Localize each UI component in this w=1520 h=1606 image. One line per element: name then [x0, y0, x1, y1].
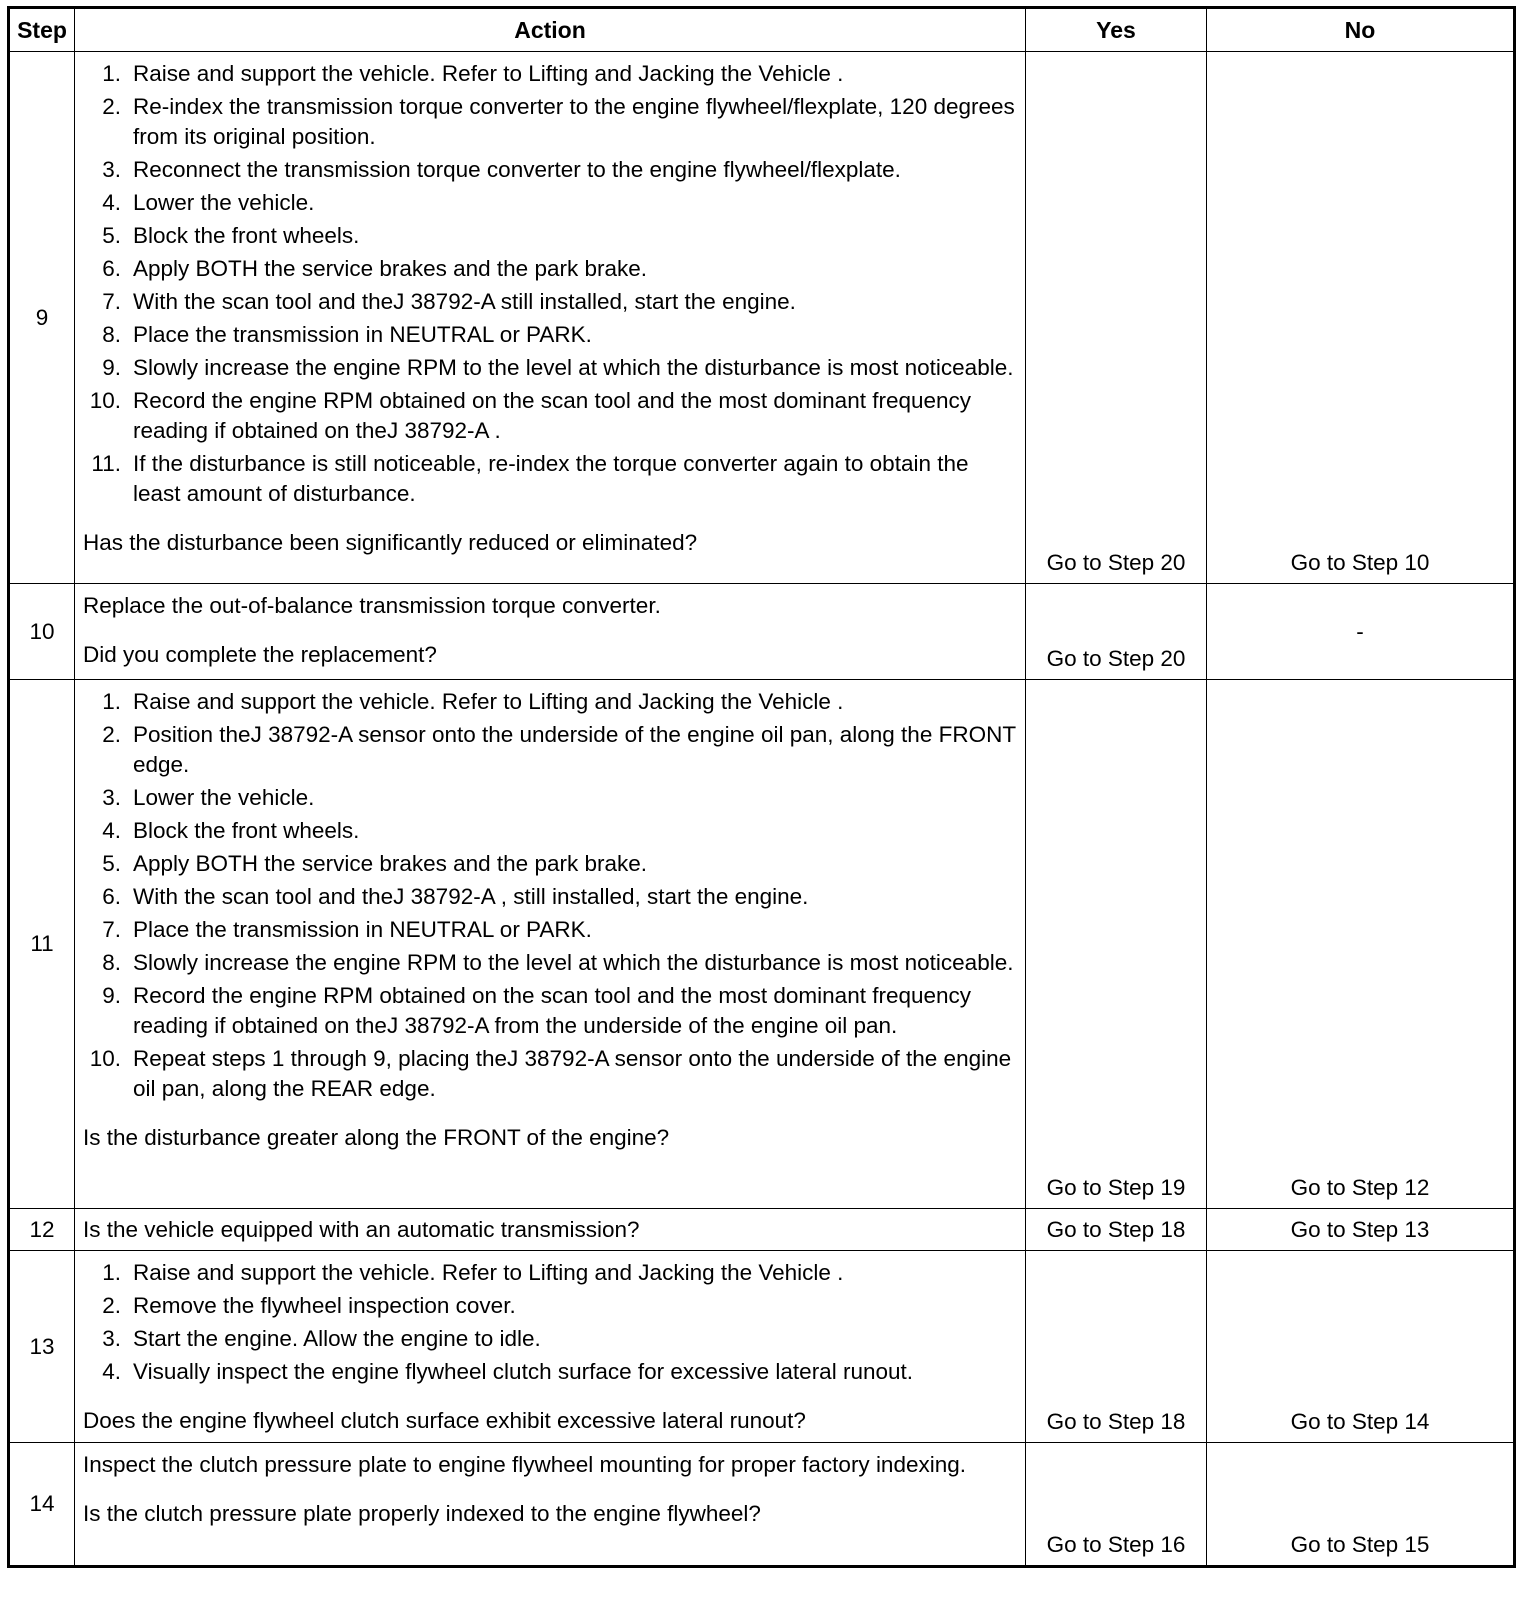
step-number: 11 [9, 680, 75, 1209]
list-item: 9. Slowly increase the engine RPM to the level at which the disturbance is most noticeable. [102, 355, 1014, 380]
no-cell: Go to Step 13 [1207, 1209, 1515, 1251]
list-item: 5. Block the front wheels. [102, 223, 360, 248]
question-text: Has the disturbance been significantly reduced or eliminated? [83, 530, 698, 555]
action-cell [75, 584, 1026, 680]
header-yes: Yes [1026, 8, 1207, 52]
list-item: 4. Block the front wheels. [102, 818, 360, 843]
step-number: 12 [9, 1209, 75, 1251]
action-list [83, 1258, 1017, 1387]
question-text: Is the clutch pressure plate properly indexed to the engine flywheel? [83, 1501, 761, 1526]
yes-cell: Go to Step 16 [1026, 1443, 1207, 1567]
table-row [9, 52, 1515, 584]
action-cell [75, 1443, 1026, 1567]
no-cell: Go to Step 14 [1207, 1251, 1515, 1443]
table-row [9, 680, 1515, 1209]
list-item: 3. Lower the vehicle. [102, 785, 315, 810]
yes-cell: Go to Step 19 [1026, 680, 1207, 1209]
no-cell: - [1207, 584, 1515, 680]
list-item: 3. Start the engine. Allow the engine to idle. [102, 1326, 541, 1351]
header-action: Action [75, 8, 1026, 52]
action-cell [75, 1251, 1026, 1443]
list-item: 6. Apply BOTH the service brakes and the park brake. [102, 256, 647, 281]
action-cell [75, 52, 1026, 584]
question-text: Is the vehicle equipped with an automatic transmission? [83, 1216, 640, 1242]
list-item: 5. Apply BOTH the service brakes and the park brake. [102, 851, 647, 876]
diagnostic-table [7, 6, 1516, 1568]
table-row [9, 1251, 1515, 1443]
question-text: Is the disturbance greater along the FRONT of the engine? [83, 1125, 670, 1150]
list-item: 7. With the scan tool and theJ 38792-A still installed, start the engine. [102, 289, 796, 314]
table-row [9, 1209, 1515, 1251]
list-item: 10. Repeat steps 1 through 9, placing theJ 38792-A sensor onto the underside of the engine oil pan, along the REAR edge. [89, 1046, 1012, 1101]
step-number: 13 [9, 1251, 75, 1443]
yes-cell: Go to Step 18 [1026, 1251, 1207, 1443]
step-number: 14 [9, 1443, 75, 1567]
step-number: 10 [9, 584, 75, 680]
table-row [9, 1443, 1515, 1567]
no-cell: Go to Step 10 [1207, 52, 1515, 584]
list-item: 4. Lower the vehicle. [102, 190, 315, 215]
action-text: Replace the out-of-balance transmission torque converter. [83, 593, 661, 618]
list-item: 11. If the disturbance is still noticeable, re-index the torque converter again to obtain the least amount of disturbance. [91, 451, 969, 506]
list-item: 2. Remove the flywheel inspection cover. [102, 1293, 516, 1318]
list-item: 1. Raise and support the vehicle. Refer to Lifting and Jacking the Vehicle . [102, 689, 844, 714]
header-row [9, 8, 1515, 52]
header-step: Step [9, 8, 75, 52]
list-item: 2. Position theJ 38792-A sensor onto the underside of the engine oil pan, along the FRONT edge. [102, 722, 1016, 777]
list-item: 3. Reconnect the transmission torque converter to the engine flywheel/flexplate. [102, 157, 901, 182]
table-row [9, 584, 1515, 680]
list-item: 9. Record the engine RPM obtained on the scan tool and the most dominant frequency reading if obtained on theJ 38792-A from the underside of the engine oil pan. [102, 983, 972, 1038]
list-item: 2. Re-index the transmission torque converter to the engine flywheel/flexplate, 120 degrees from its original position. [102, 94, 1015, 149]
action-list [83, 59, 1017, 509]
yes-cell: Go to Step 20 [1026, 584, 1207, 680]
list-item: 7. Place the transmission in NEUTRAL or PARK. [102, 917, 592, 942]
no-cell: Go to Step 12 [1207, 680, 1515, 1209]
header-no: No [1207, 8, 1515, 52]
action-cell [75, 680, 1026, 1209]
question-text: Did you complete the replacement? [83, 642, 437, 667]
question-text: Does the engine flywheel clutch surface exhibit excessive lateral runout? [83, 1408, 806, 1433]
list-item: 1. Raise and support the vehicle. Refer to Lifting and Jacking the Vehicle . [102, 1260, 844, 1285]
yes-cell: Go to Step 20 [1026, 52, 1207, 584]
list-item: 1. Raise and support the vehicle. Refer to Lifting and Jacking the Vehicle . [102, 61, 844, 86]
action-text: Inspect the clutch pressure plate to engine flywheel mounting for proper factory indexing. [83, 1452, 967, 1477]
action-cell [75, 1209, 1026, 1251]
list-item: 10. Record the engine RPM obtained on the scan tool and the most dominant frequency reading if obtained on theJ 38792-A . [89, 388, 972, 443]
action-list [83, 687, 1017, 1104]
list-item: 8. Slowly increase the engine RPM to the level at which the disturbance is most noticeable. [102, 950, 1014, 975]
list-item: 6. With the scan tool and theJ 38792-A , still installed, start the engine. [102, 884, 809, 909]
list-item: 4. Visually inspect the engine flywheel clutch surface for excessive lateral runout. [102, 1359, 913, 1384]
step-number: 9 [9, 52, 75, 584]
list-item: 8. Place the transmission in NEUTRAL or PARK. [102, 322, 592, 347]
yes-cell: Go to Step 18 [1026, 1209, 1207, 1251]
no-cell: Go to Step 15 [1207, 1443, 1515, 1567]
